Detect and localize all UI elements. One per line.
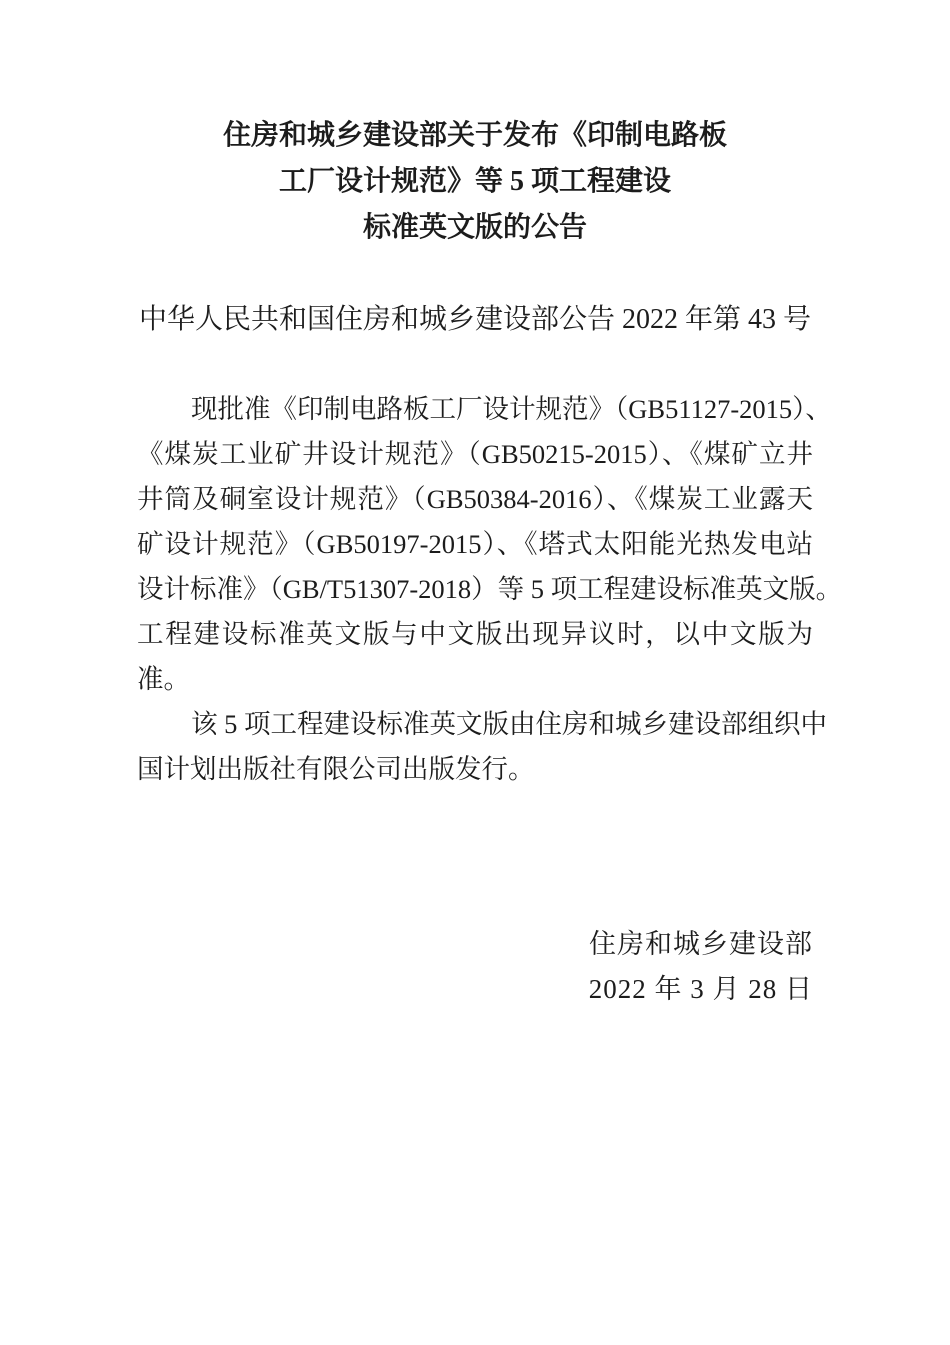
paragraph-line: 设计标准》（GB/T51307-2018）等 5 项工程建设标准英文版。 xyxy=(137,574,843,604)
paragraph-line: 《煤炭工业矿井设计规范》（GB50215-2015）、《煤矿立井 xyxy=(137,439,813,469)
paragraph-line: 现批准《印制电路板工厂设计规范》（GB51127-2015）、 xyxy=(191,394,832,424)
body-paragraph-1 xyxy=(137,387,843,702)
document-content xyxy=(137,0,843,1012)
signature-block xyxy=(137,922,813,1012)
issuing-authority: 住房和城乡建设部 xyxy=(589,929,813,959)
paragraph-line: 井筒及硐室设计规范》（GB50384-2016）、《煤炭工业露天 xyxy=(137,484,813,514)
body-paragraph-2 xyxy=(137,702,827,792)
announcement-number-subtitle: 中华人民共和国住房和城乡建设部公告 2022 年第 43 号 xyxy=(138,304,811,335)
paragraph-line: 准。 xyxy=(137,664,190,694)
document-body xyxy=(137,387,843,792)
title-line-3: 标准英文版的公告 xyxy=(362,212,587,243)
title-line-2: 工厂设计规范》等 5 项工程建设 xyxy=(278,166,671,197)
paragraph-line: 该 5 项工程建设标准英文版由住房和城乡建设部组织中 xyxy=(191,709,827,739)
title-line-1: 住房和城乡建设部关于发布《印制电路板 xyxy=(222,120,727,151)
paragraph-line: 国计划出版社有限公司出版发行。 xyxy=(137,754,535,784)
paragraph-line: 工程建设标准英文版与中文版出现异议时，以中文版为 xyxy=(137,619,813,649)
issue-date: 2022 年 3 月 28 日 xyxy=(588,974,813,1004)
document-title xyxy=(137,113,813,251)
paragraph-line: 矿设计规范》（GB50197-2015）、《塔式太阳能光热发电站 xyxy=(137,529,813,559)
